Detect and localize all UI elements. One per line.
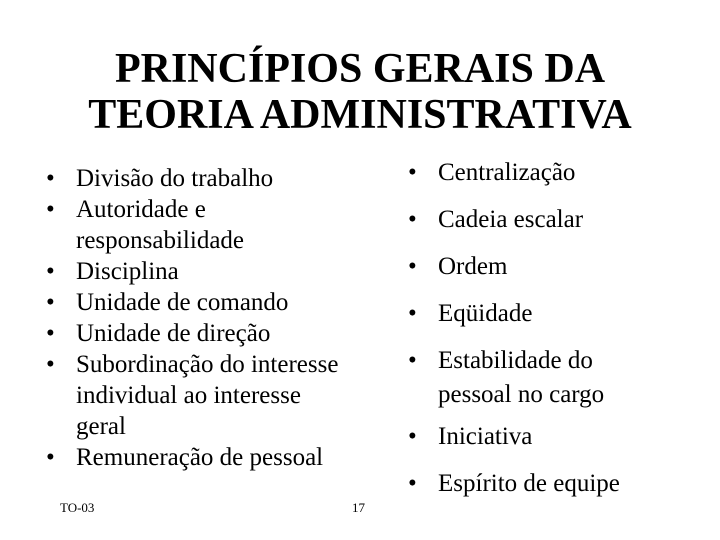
bullet-icon: • [408, 253, 417, 280]
bullet-icon: • [408, 423, 417, 450]
bullet-icon: • [408, 347, 417, 374]
list-item: • Espírito de equipe [438, 467, 620, 501]
list-item-continuation: pessoal no cargo [438, 381, 605, 408]
right-principles-list [408, 156, 620, 514]
title-line-1: PRINCÍPIOS GERAIS DA [114, 46, 606, 92]
bullet-icon: • [46, 351, 55, 378]
bullet-icon: • [46, 289, 55, 316]
bullet-icon: • [46, 444, 55, 471]
bullet-icon: • [46, 320, 55, 347]
list-item: • Autoridade e [46, 196, 206, 223]
list-item-continuation: individual ao interesse [76, 382, 301, 409]
title-line-2: TEORIA ADMINISTRATIVA [88, 92, 632, 138]
page-number: 17 [352, 500, 365, 515]
list-item: • Eqüidade [438, 297, 620, 331]
left-principles-list [46, 164, 339, 474]
slide-title [0, 46, 720, 138]
list-item-continuation: geral [76, 413, 126, 440]
bullet-icon: • [408, 159, 417, 186]
bullet-icon: • [408, 470, 417, 497]
list-item: • Centralização [438, 156, 620, 190]
bullet-icon: • [46, 196, 55, 223]
bullet-icon: • [408, 300, 417, 327]
list-item: • Disciplina [46, 258, 179, 285]
list-item: • Ordem [438, 250, 620, 284]
list-item: • Subordinação do interesse [46, 351, 339, 378]
list-item: • Iniciativa [438, 420, 620, 454]
list-item-continuation: responsabilidade [76, 227, 245, 254]
list-item: • Unidade de direção [46, 320, 271, 347]
list-item: • Unidade de comando [46, 289, 289, 316]
list-item: • Divisão do trabalho [46, 165, 274, 192]
bullet-icon: • [46, 165, 55, 192]
bullet-icon: • [46, 258, 55, 285]
bullet-icon: • [408, 206, 417, 233]
list-item: • Estabilidade do pessoal no cargo [438, 344, 620, 412]
footer-code: TO-03 [60, 500, 95, 515]
list-item: • Cadeia escalar [438, 203, 620, 237]
list-item: • Remuneração de pessoal [46, 444, 324, 471]
